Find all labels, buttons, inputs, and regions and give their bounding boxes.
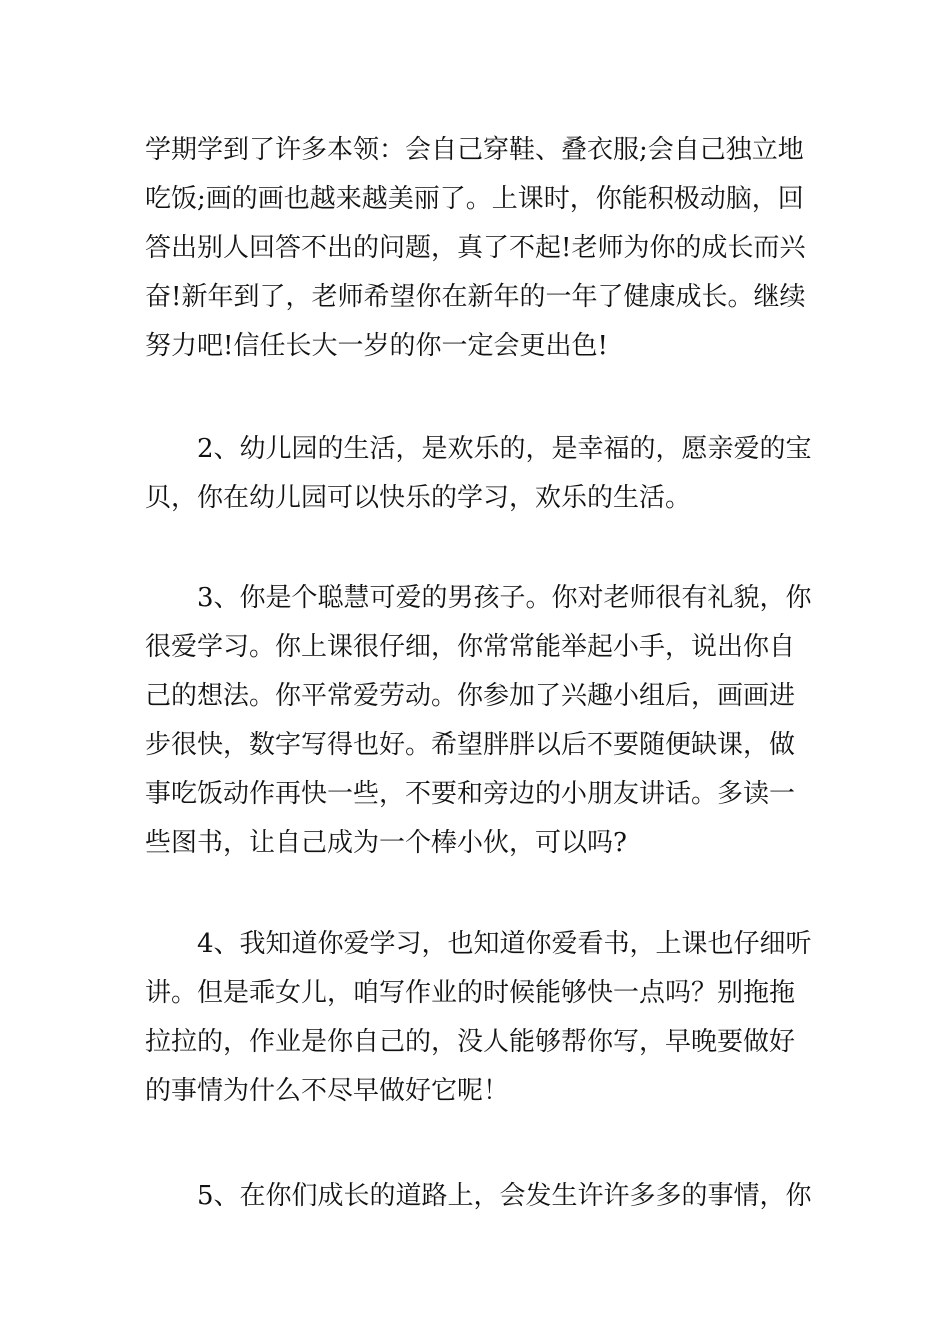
text-line: 拉拉的，作业是你自己的，没人能够帮你写，早晚要做好 bbox=[145, 1027, 796, 1057]
paragraph-4 bbox=[145, 920, 810, 1116]
text-line: 4、我知道你爱学习，也知道你爱看书，上课也仔细听 bbox=[145, 929, 812, 959]
paragraph-3 bbox=[145, 574, 810, 868]
text-line: 很爱学习。你上课很仔细，你常常能举起小手，说出你自 bbox=[145, 632, 796, 662]
text-line: 5、在你们成长的道路上，会发生许许多多的事情，你 bbox=[145, 1181, 812, 1211]
text-line: 学期学到了许多本领：会自己穿鞋、叠衣服;会自己独立地 bbox=[145, 135, 804, 165]
text-line: 贝，你在幼儿园可以快乐的学习，欢乐的生活。 bbox=[145, 483, 692, 513]
text-line: 2、幼儿园的生活，是欢乐的，是幸福的，愿亲爱的宝 bbox=[145, 434, 812, 464]
text-line: 己的想法。你平常爱劳动。你参加了兴趣小组后，画画进 bbox=[145, 681, 796, 711]
paragraph-5 bbox=[145, 1172, 810, 1221]
text-line: 的事情为什么不尽早做好它呢！ bbox=[145, 1076, 510, 1106]
text-line: 些图书，让自己成为一个棒小伙，可以吗? bbox=[145, 828, 627, 858]
text-line: 讲。但是乖女儿，咱写作业的时候能够快一点吗？别拖拖 bbox=[145, 978, 796, 1008]
paragraph-1-continued bbox=[145, 126, 810, 371]
text-line: 事吃饭动作再快一些，不要和旁边的小朋友讲话。多读一 bbox=[145, 779, 796, 809]
text-line: 奋!新年到了，老师希望你在新年的一年了健康成长。继续 bbox=[145, 282, 806, 312]
text-line: 努力吧!信任长大一岁的你一定会更出色! bbox=[145, 331, 608, 361]
text-line: 步很快，数字写得也好。希望胖胖以后不要随便缺课，做 bbox=[145, 730, 796, 760]
text-line: 吃饭;画的画也越来越美丽了。上课时，你能积极动脑，回 bbox=[145, 184, 804, 214]
text-line: 答出别人回答不出的问题，真了不起!老师为你的成长而兴 bbox=[145, 233, 806, 263]
paragraph-2 bbox=[145, 425, 810, 523]
text-line: 3、你是个聪慧可爱的男孩子。你对老师很有礼貌，你 bbox=[145, 583, 812, 613]
